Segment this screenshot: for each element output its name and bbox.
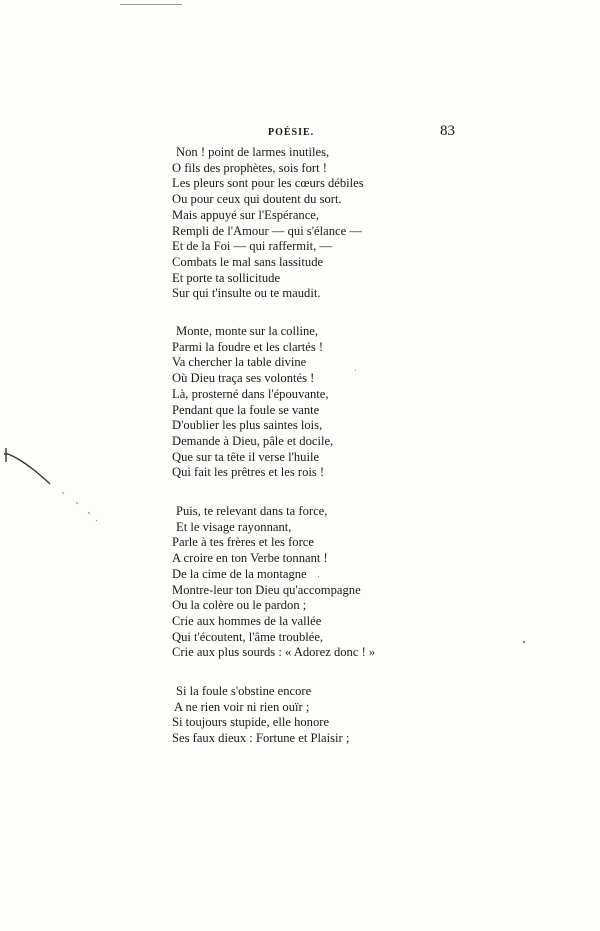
verse-line: De la cime de la montagne <box>172 566 307 581</box>
verse-line: Non ! point de larmes inutiles, <box>176 145 330 159</box>
ink-speck <box>355 370 356 371</box>
verse-line: Crie aux plus sourds : « Adorez donc ! » <box>172 645 376 660</box>
verse-line: Là, prosterné dans l'épouvante, <box>172 386 329 401</box>
running-head: POÉSIE. <box>268 127 315 138</box>
verse-line: Et de la Foi — qui raffermit, — <box>172 239 332 254</box>
verse-line: Ses faux dieux : Fortune et Plaisir ; <box>172 731 350 746</box>
verse-line: D'oublier les plus saintes lois, <box>172 418 323 433</box>
verse-line: Si toujours stupide, elle honore <box>172 715 330 730</box>
verse-line: Où Dieu traça ses volontés ! <box>172 371 315 386</box>
verse-line: Va chercher la table divine <box>172 355 307 370</box>
verse-line: Pendant que la foule se vante <box>172 402 320 417</box>
verse-line: O fils des prophètes, sois fort ! <box>172 160 327 175</box>
stanza-2 <box>172 324 333 481</box>
verse-line: Ou la colère ou le pardon ; <box>172 598 307 613</box>
verse-line: Monte, monte sur la colline, <box>176 324 318 338</box>
verse-line: Qui t'écoutent, l'âme troublée, <box>172 629 324 644</box>
verse-line: Puis, te relevant dans ta force, <box>176 504 328 518</box>
verse-line: Si la foule s'obstine encore <box>176 684 312 698</box>
scan-artifact-mark <box>0 440 110 530</box>
stanza-1 <box>172 145 364 302</box>
verse-line: Que sur ta tête il verse l'huile <box>172 449 320 464</box>
verse-line: Combats le mal sans lassitude <box>172 254 324 269</box>
verse-line: Et porte ta sollicitude <box>172 270 281 285</box>
verse-line: Et le visage rayonnant, <box>176 519 292 534</box>
verse-line: Montre-leur ton Dieu qu'accompagne <box>172 582 361 597</box>
verse-line: Sur qui t'insulte ou te maudit. <box>172 286 321 301</box>
ink-speck <box>318 576 319 577</box>
verse-line: A ne rien voir ni rien ouïr ; <box>174 699 310 714</box>
ink-speck <box>523 641 525 643</box>
verse-line: Les pleurs sont pour les cœurs débiles <box>172 176 364 191</box>
verse-line: Mais appuyé sur l'Espérance, <box>172 207 320 222</box>
verse-line: A croire en ton Verbe tonnant ! <box>172 551 328 566</box>
verse-line: Demande à Dieu, pâle et docile, <box>172 433 334 448</box>
page-number: 83 <box>440 123 455 139</box>
stanza-3 <box>172 504 375 661</box>
stanza-4 <box>172 684 349 747</box>
verse-line: Rempli de l'Amour — qui s'élance — <box>172 223 362 238</box>
verse-line: Crie aux hommes de la vallée <box>172 613 322 628</box>
top-rule <box>120 4 182 5</box>
verse-line: Qui fait les prêtres et les rois ! <box>172 465 325 480</box>
verse-line: Parle à tes frères et les force <box>172 535 314 550</box>
verse-line: Ou pour ceux qui doutent du sort. <box>172 192 342 207</box>
verse-line: Parmi la foudre et les clartés ! <box>172 339 324 354</box>
